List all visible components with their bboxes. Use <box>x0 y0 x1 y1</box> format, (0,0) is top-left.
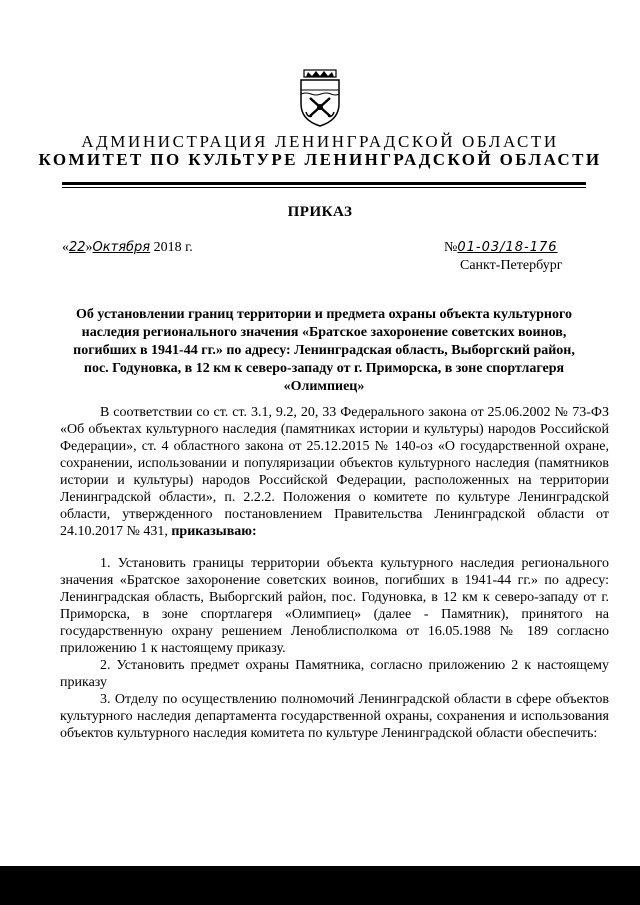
administration-name: АДМИНИСТРАЦИЯ ЛЕНИНГРАДСКОЙ ОБЛАСТИ <box>81 132 559 151</box>
order-number <box>444 240 558 256</box>
committee-name: КОМИТЕТ ПО КУЛЬТУРЕ ЛЕНИНГРАДСКОЙ ОБЛАСТИ <box>38 150 602 169</box>
item-2: 2. Установить предмет охраны Памятника, согласно приложению 2 к настоящему приказу <box>60 658 609 690</box>
date-year: 2018 г. <box>150 240 193 255</box>
scan-edge-bar <box>0 866 640 905</box>
city: Санкт-Петербург <box>460 258 563 273</box>
number-sign: № <box>444 240 458 255</box>
order-word: приказываю: <box>171 524 257 539</box>
header-divider-thin <box>62 187 586 188</box>
number-value: 01-03/18-176 <box>457 240 558 255</box>
date-open-quote: « <box>62 240 69 255</box>
preamble-text: В соответствии со ст. ст. 3.1, 9.2, 20, 33 Федерального закона от 25.06.2002 № 73-ФЗ «Об объектах культурного наследия (памятниках истории и культуры) народов Российской Федерации», ст. 4 областного закона от 25.12.2015 № 140-оз «О государственной охране, сохранении, использовании и популяризации объектов культурного наследия (памятников истории и культуры) народов Российской Федерации, расположенных на территории Ленинградской области», п. 2.2.2. Положения о комитете по культуре Ленинградской области, утвержденного постановлением Правительства Ленинградской области от 24.10.2017 № 431, <box>60 405 609 539</box>
order-title: ПРИКАЗ <box>287 204 353 220</box>
order-subject: Об установлении границ территории и предмета охраны объекта культурного наследия регионального значения «Братское захоронение советских воинов, погибших в 1941-44 гг.» по адресу: Ленинградская область, Выборгский район, пос. Годуновка, в 12 км к северо-западу от г. Приморска, в зоне спортлагеря «Олимпиец» <box>73 307 575 394</box>
item-1: 1. Установить границы территории объекта культурного наследия регионального значения «Братское захоронение советских воинов, погибших в 1941-44 гг.» по адресу: Ленинградская область, Выборгский район, пос. Годуновка, в 12 км к северо-западу от г. Приморска, в зоне спортлагеря «Олимпиец» (далее - Памятник), принятого на государственную охрану решением Леноблисполкома от 16.05.1988 № 189 согласно приложению 1 к настоящему приказу. <box>60 556 609 656</box>
coat-of-arms-icon <box>296 68 344 128</box>
date-month: Октября <box>92 240 151 255</box>
item-3: 3. Отделу по осуществлению полномочий Ленинградской области в сфере объектов культурного наследия департамента государственной охраны, сохранения и использования объектов культурного наследия комитета по культуре Ленинградской области обеспечить: <box>60 692 609 741</box>
preamble-paragraph <box>60 404 609 540</box>
order-body <box>60 404 609 742</box>
date-day: 22 <box>69 240 86 255</box>
date-close-quote: » <box>85 240 93 255</box>
order-date <box>62 240 193 256</box>
header-divider-thick <box>62 182 586 185</box>
